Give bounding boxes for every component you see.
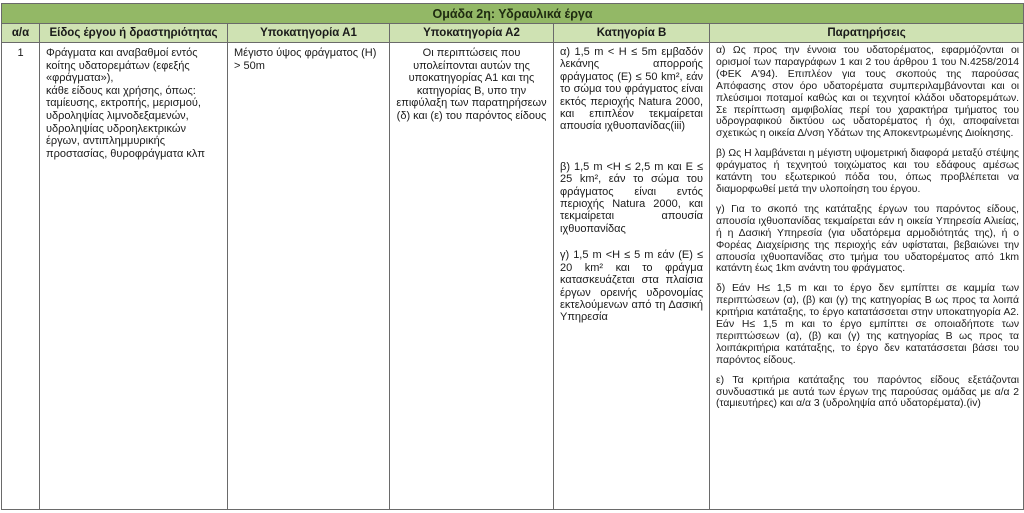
category-b-item-c: γ) 1,5 m <H ≤ 5 m εάν (Ε) ≤ 20 km² και το φράγμα κατασκευάζεται στα πλαίσια έργων ορεινής υδρονομίας εκτελούμενων από τη Δασική Υπηρεσία bbox=[560, 249, 703, 324]
cell-project-type: Φράγματα και αναβαθμοί εντός κοίτης υδατορεμάτων (εφεξής «φράγματα»), κάθε είδους και χρήσης, όπως: ταμίευσης, εκτροπής, μερισμού, υδροληψίας λιμνοδεξαμενών, υδροληψίας υδροηλεκτρικών έργων, αντιπλημμυρικής προστασίας, θυροφράγματα κλπ bbox=[40, 43, 228, 510]
table-row bbox=[2, 43, 1024, 510]
classification-table bbox=[1, 3, 1024, 510]
header-subcategory-a1: Υποκατηγορία Α1 bbox=[228, 24, 390, 43]
cell-num: 1 bbox=[2, 43, 40, 510]
header-subcategory-a2: Υποκατηγορία Α2 bbox=[390, 24, 554, 43]
table-title: Ομάδα 2η: Υδραυλικά έργα bbox=[2, 4, 1024, 24]
cell-subcategory-a1: Μέγιστο ύψος φράγματος (Η) > 50m bbox=[228, 43, 390, 510]
remark-a: α) Ως προς την έννοια του υδατορέματος, εφαρμόζονται οι ορισμοί των παραγράφων 1 και 2 του άρθρου 1 του Ν.4258/2014 (ΦΕΚ Α'94). Επιπλέον για τους σκοπούς της παρούσας Απόφασης στον όρο υδατορέματα συμπεριλαμβάνονται και οι πλεύσιμοι ποταμοί καθώς και οι τεχνητοί κλάδοι υδατορεμάτων. Σε περίπτωση αμφιβολίας περί του χαρακτήρα τμήματος του υδρογραφικού δικτύου ως υδατορέματος ή όχι, αποφαίνεται σχετικώς η οικεία Δ/νση Υδάτων της Αποκεντρωμένης Διοίκησης. bbox=[716, 45, 1020, 140]
header-remarks: Παρατηρήσεις bbox=[710, 24, 1024, 43]
remark-d: δ) Εάν Η≤ 1,5 m και το έργο δεν εμπίπτει σε καμμία των περιπτώσεων (α), (β) και (γ) της κατηγορίας Β ως προς τα λοιπά κριτήρια κατάταξης, το έργο κατατάσσεται στην υποκατηγορία Α2. Εάν Η≤ 1,5 m και το έργο εμπίπτει σε οποιαδήποτε των περιπτώσεων (α), (β) και (γ) της κατηγορίας Β ως προς τα λοιπάκριτήρια κατάταξης, το έργο δεν κατατάσσεται βάσει του παρόντος είδους. bbox=[716, 283, 1020, 366]
header-num: α/α bbox=[2, 24, 40, 43]
category-b-item-b: β) 1,5 m <H ≤ 2,5 m και E ≤ 25 km², εάν το σώμα του φράγματος είναι εντός περιοχής Natura 2000, και τεκμαίρεται απουσία ιχθυοπανίδας bbox=[560, 160, 703, 235]
header-category-b: Κατηγορία Β bbox=[554, 24, 710, 43]
cell-subcategory-a2: Οι περιπτώσεις που υπολείπονται αυτών της υποκατηγορίας Α1 και της κατηγορίας Β, υπο την επιφύλαξη των παρατηρήσεων (δ) και (ε) του παρόντος είδους bbox=[390, 43, 554, 510]
cell-remarks bbox=[710, 43, 1024, 510]
cell-category-b bbox=[554, 43, 710, 510]
remark-c: γ) Για το σκοπό της κατάταξης έργων του παρόντος είδους, απουσία ιχθυοπανίδας τεκμαίρεται εάν η οικεία Υπηρεσία Αλιείας, ή η Δασική Υπηρεσία (για υδατόρεμα αρμοδιότητάς της), ή ο Φορέας Διαχείρισης της περιοχής εάν υφίσταται, βεβαιώνει την απουσία ιχθυοπανίδας στο τμήμα του υδατορέματος από 1km κατάντη έως 1km ανάντη του φράγματος. bbox=[716, 203, 1020, 275]
header-project-type: Είδος έργου ή δραστηριότητας bbox=[40, 24, 228, 43]
remark-b: β) Ως Η λαμβάνεται η μέγιστη υψομετρική διαφορά μεταξύ στέψης φράγματος ή τεχνητού τοιχώματος και του εδάφους αμέσως κατάντη του εξωτερικού πόδα του, όπως προβλέπεται να διαμορφωθεί μετά την υλοποίηση του έργου. bbox=[716, 148, 1020, 195]
category-b-item-a: α) 1,5 m < H ≤ 5m εμβαδόν λεκάνης απορροής φράγματος (Ε) ≤ 50 km², εάν το σώμα του φράγματος είναι εκτός περιοχής Natura 2000, και επιπλέον τεκμαίρεται απουσία ιχθυοπανίδας(iii) bbox=[560, 46, 703, 133]
remark-e: ε) Τα κριτήρια κατάταξης του παρόντος είδους εξετάζονται συνδυαστικά με αυτά των έργων της παρούσας ομάδας με α/α 2 (ταμιευτήρες) και α/α 3 (υδροληψία από υδατορέματα).(iv) bbox=[716, 374, 1020, 410]
